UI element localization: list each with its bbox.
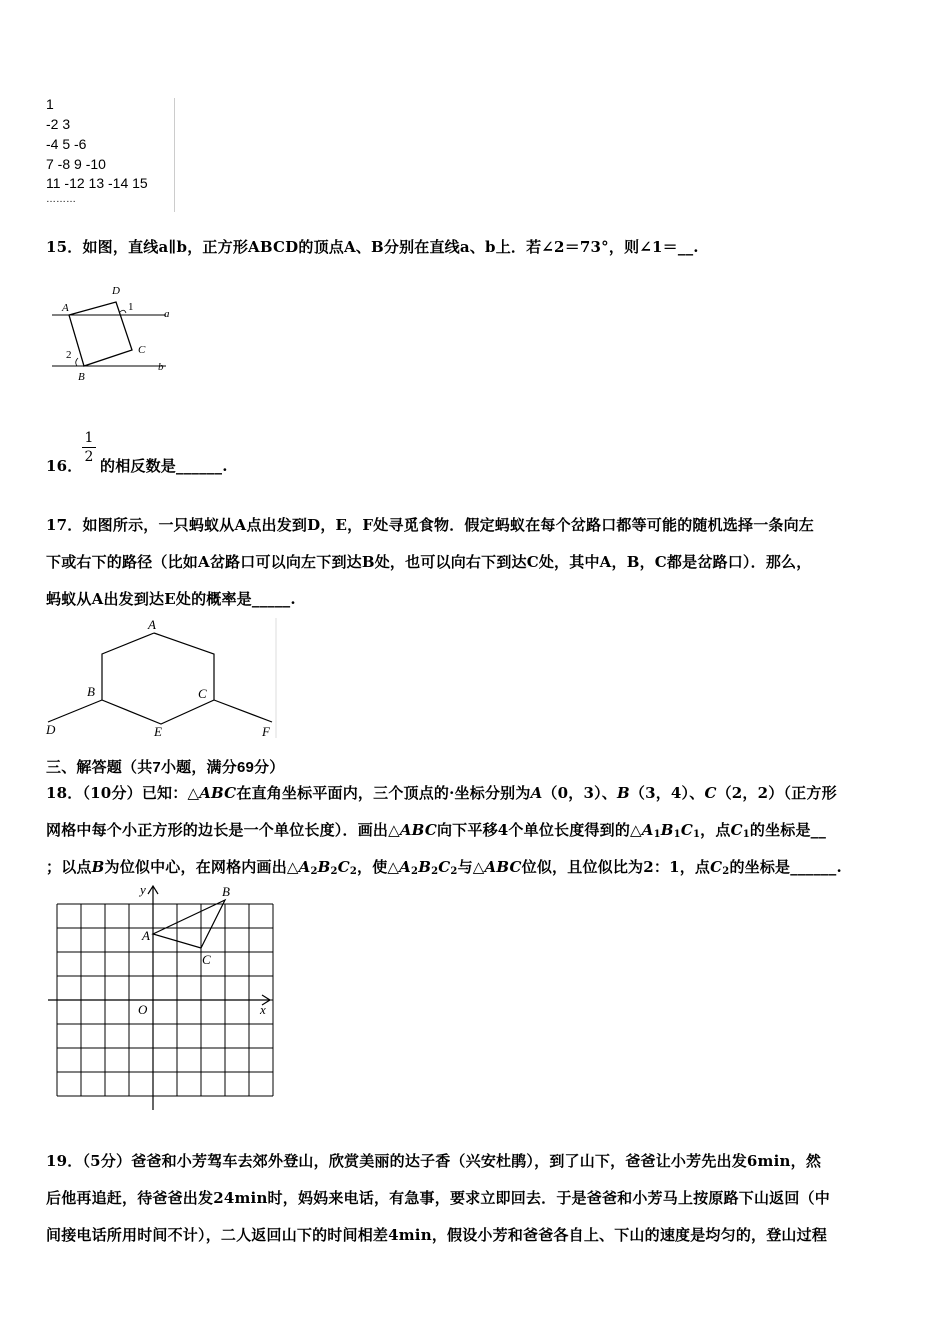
q18-l3-sub-d: 2 [411,866,419,877]
q18-l1-C: C [704,784,717,802]
q18-l1-abc: ABC [199,784,237,802]
triangle-row-6: ……… [46,194,76,205]
q18-l3-d: 与△ [457,858,485,876]
q16-frac-denominator: 2 [84,449,94,465]
q17-label-C: C [198,686,207,701]
triangle-abc [153,900,225,948]
q18-l2-c: ，点 [700,821,731,839]
q17-line-3: 蚂蚁从A出发到达E处的概率是_____. [46,590,296,608]
q15-label-1: 1 [128,301,134,313]
q18-l3-c: ，使△ [357,858,400,876]
q18-l2-b: 向下平移4个单位长度得到的△ [436,821,642,839]
triangle-row-1: 1 [46,96,54,112]
q15-label-B: B [78,371,85,383]
q17-figure [44,616,280,740]
q18-line-3 [46,856,842,877]
q18-l3-C2: C [337,858,350,876]
q18-l1-b: 在直角坐标平面内，三个顶点的·坐标分别为 [236,784,531,802]
triangle-row-2: -2 3 [46,116,71,132]
q16-frac-bar [82,447,96,448]
q18-l2-Cp: C [730,821,743,839]
q18-l3-A2b: A [399,858,412,876]
q19-line-2: 后他再追赶，待爸爸出发24min时，妈妈来电话，有急事，要求立即回去．于是爸爸和小芳马上按原路下山返回（中 [46,1189,830,1207]
q18-l3-A2: A [298,858,311,876]
q17-label-F: F [262,724,270,739]
q18-l1-c: （0，3）、 [542,784,617,802]
q18-l3-f: 的坐标是______. [729,858,842,876]
section-3-title: 三、解答题（共7小题，满分69分） [46,759,285,776]
q15-label-a: a [164,308,170,320]
triangle-row-5: 11 -12 13 -14 15 [46,175,148,191]
q18-line-1 [46,782,837,803]
q17-label-B: B [87,684,95,699]
q17-label-E: E [154,724,162,739]
grid-label-B: B [222,884,230,899]
q17-label-D: D [46,722,56,737]
q17-label-A: A [148,617,156,632]
q15-label-b: b [158,361,164,373]
q17-line-1: 17．如图所示，一只蚂蚁从A点出发到D，E，F处寻觅食物．假定蚂蚁在每个岔路口都等可能的随机选择一条向左 [46,516,815,534]
q18-l2-a: 网格中每个小正方形的边长是一个单位长度）．画出△ [46,821,400,839]
q18-l2-C1: C [680,821,693,839]
q18-l1-d: （3，4）、 [629,784,705,802]
q16-text: 的相反数是______. [100,457,228,475]
q18-l3-sub-b: 2 [330,866,338,877]
grid-label-x: x [260,1002,266,1017]
q18-l2-sub-d: 1 [742,829,750,840]
q18-l3-B2: B [317,858,331,876]
q19-line-1: 19．（5分）爸爸和小芳驾车去郊外登山，欣赏美丽的达子香（兴安杜鹃），到了山下，爸爸让小芳先出发6min，然 [46,1152,822,1170]
q18-l1-e: （2，2）（正方形 [716,784,837,802]
q18-l3-B: B [91,858,105,876]
q18-l2-sub-c: 1 [692,829,701,840]
q18-l3-e: 位似，且位似比为2：1，点 [521,858,711,876]
q18-l3-a: ；以点 [46,858,92,876]
q18-l3-sub-a: 2 [310,866,318,877]
q15-label-C: C [138,344,146,356]
q18-l2-d: 的坐标是__ [749,821,827,839]
q16-number: 16． [46,457,83,475]
grid-label-A: A [142,928,150,943]
q18-l3-sub-g: 2 [722,866,730,877]
q15-text: 15．如图，直线a∥b，正方形ABCD的顶点A、B分别在直线a、b上．若∠2＝73°，则∠1＝__. [46,238,699,256]
triangle-row-4: 7 -8 9 -10 [46,156,106,172]
q18-l2-B1: B [660,821,674,839]
q17-line-2: 下或右下的路径（比如A岔路口可以向左下到达B处，也可以向右下到达C处，其中A，B，C都是岔路口）．那么， [46,553,812,571]
triangle-row-3: -4 5 -6 [46,136,87,152]
q15-label-2: 2 [66,349,72,361]
q18-l2-abc: ABC [399,821,437,839]
q18-l1-B: B [616,784,630,802]
q18-l1-a: 18．（10分）已知：△ [46,784,200,802]
q18-l3-sub-c: 2 [349,866,358,877]
triangle-border [174,98,175,212]
q18-l2-sub-a: 1 [653,829,661,840]
q18-l3-sub-f: 2 [450,866,458,877]
q18-l3-Cq: C [710,858,723,876]
q16-fraction [82,430,96,465]
q16-frac-numerator: 1 [84,430,94,446]
q15-figure [44,280,184,390]
q18-l3-b: 为位似中心，在网格内画出△ [104,858,299,876]
grid-label-C: C [202,952,211,967]
q18-l1-A: A [530,784,543,802]
grid-label-O: O [138,1002,148,1017]
q19-line-3: 间接电话所用时间不计），二人返回山下的时间相差4min，假设小芳和爸爸各自上、下山的速度是均匀的，登山过程 [46,1226,828,1244]
q18-l3-B2b: B [418,858,432,876]
q18-l3-abc: ABC [484,858,522,876]
q18-line-2 [46,819,826,840]
q18-l3-C2b: C [438,858,451,876]
grid-label-y: y [140,882,146,897]
q18-grid-figure [44,882,280,1114]
q18-l3-sub-e: 2 [431,866,439,877]
q15-label-D: D [112,285,120,297]
q18-l2-A1: A [641,821,654,839]
q18-l2-sub-b: 1 [673,829,681,840]
q15-label-A: A [62,302,69,314]
